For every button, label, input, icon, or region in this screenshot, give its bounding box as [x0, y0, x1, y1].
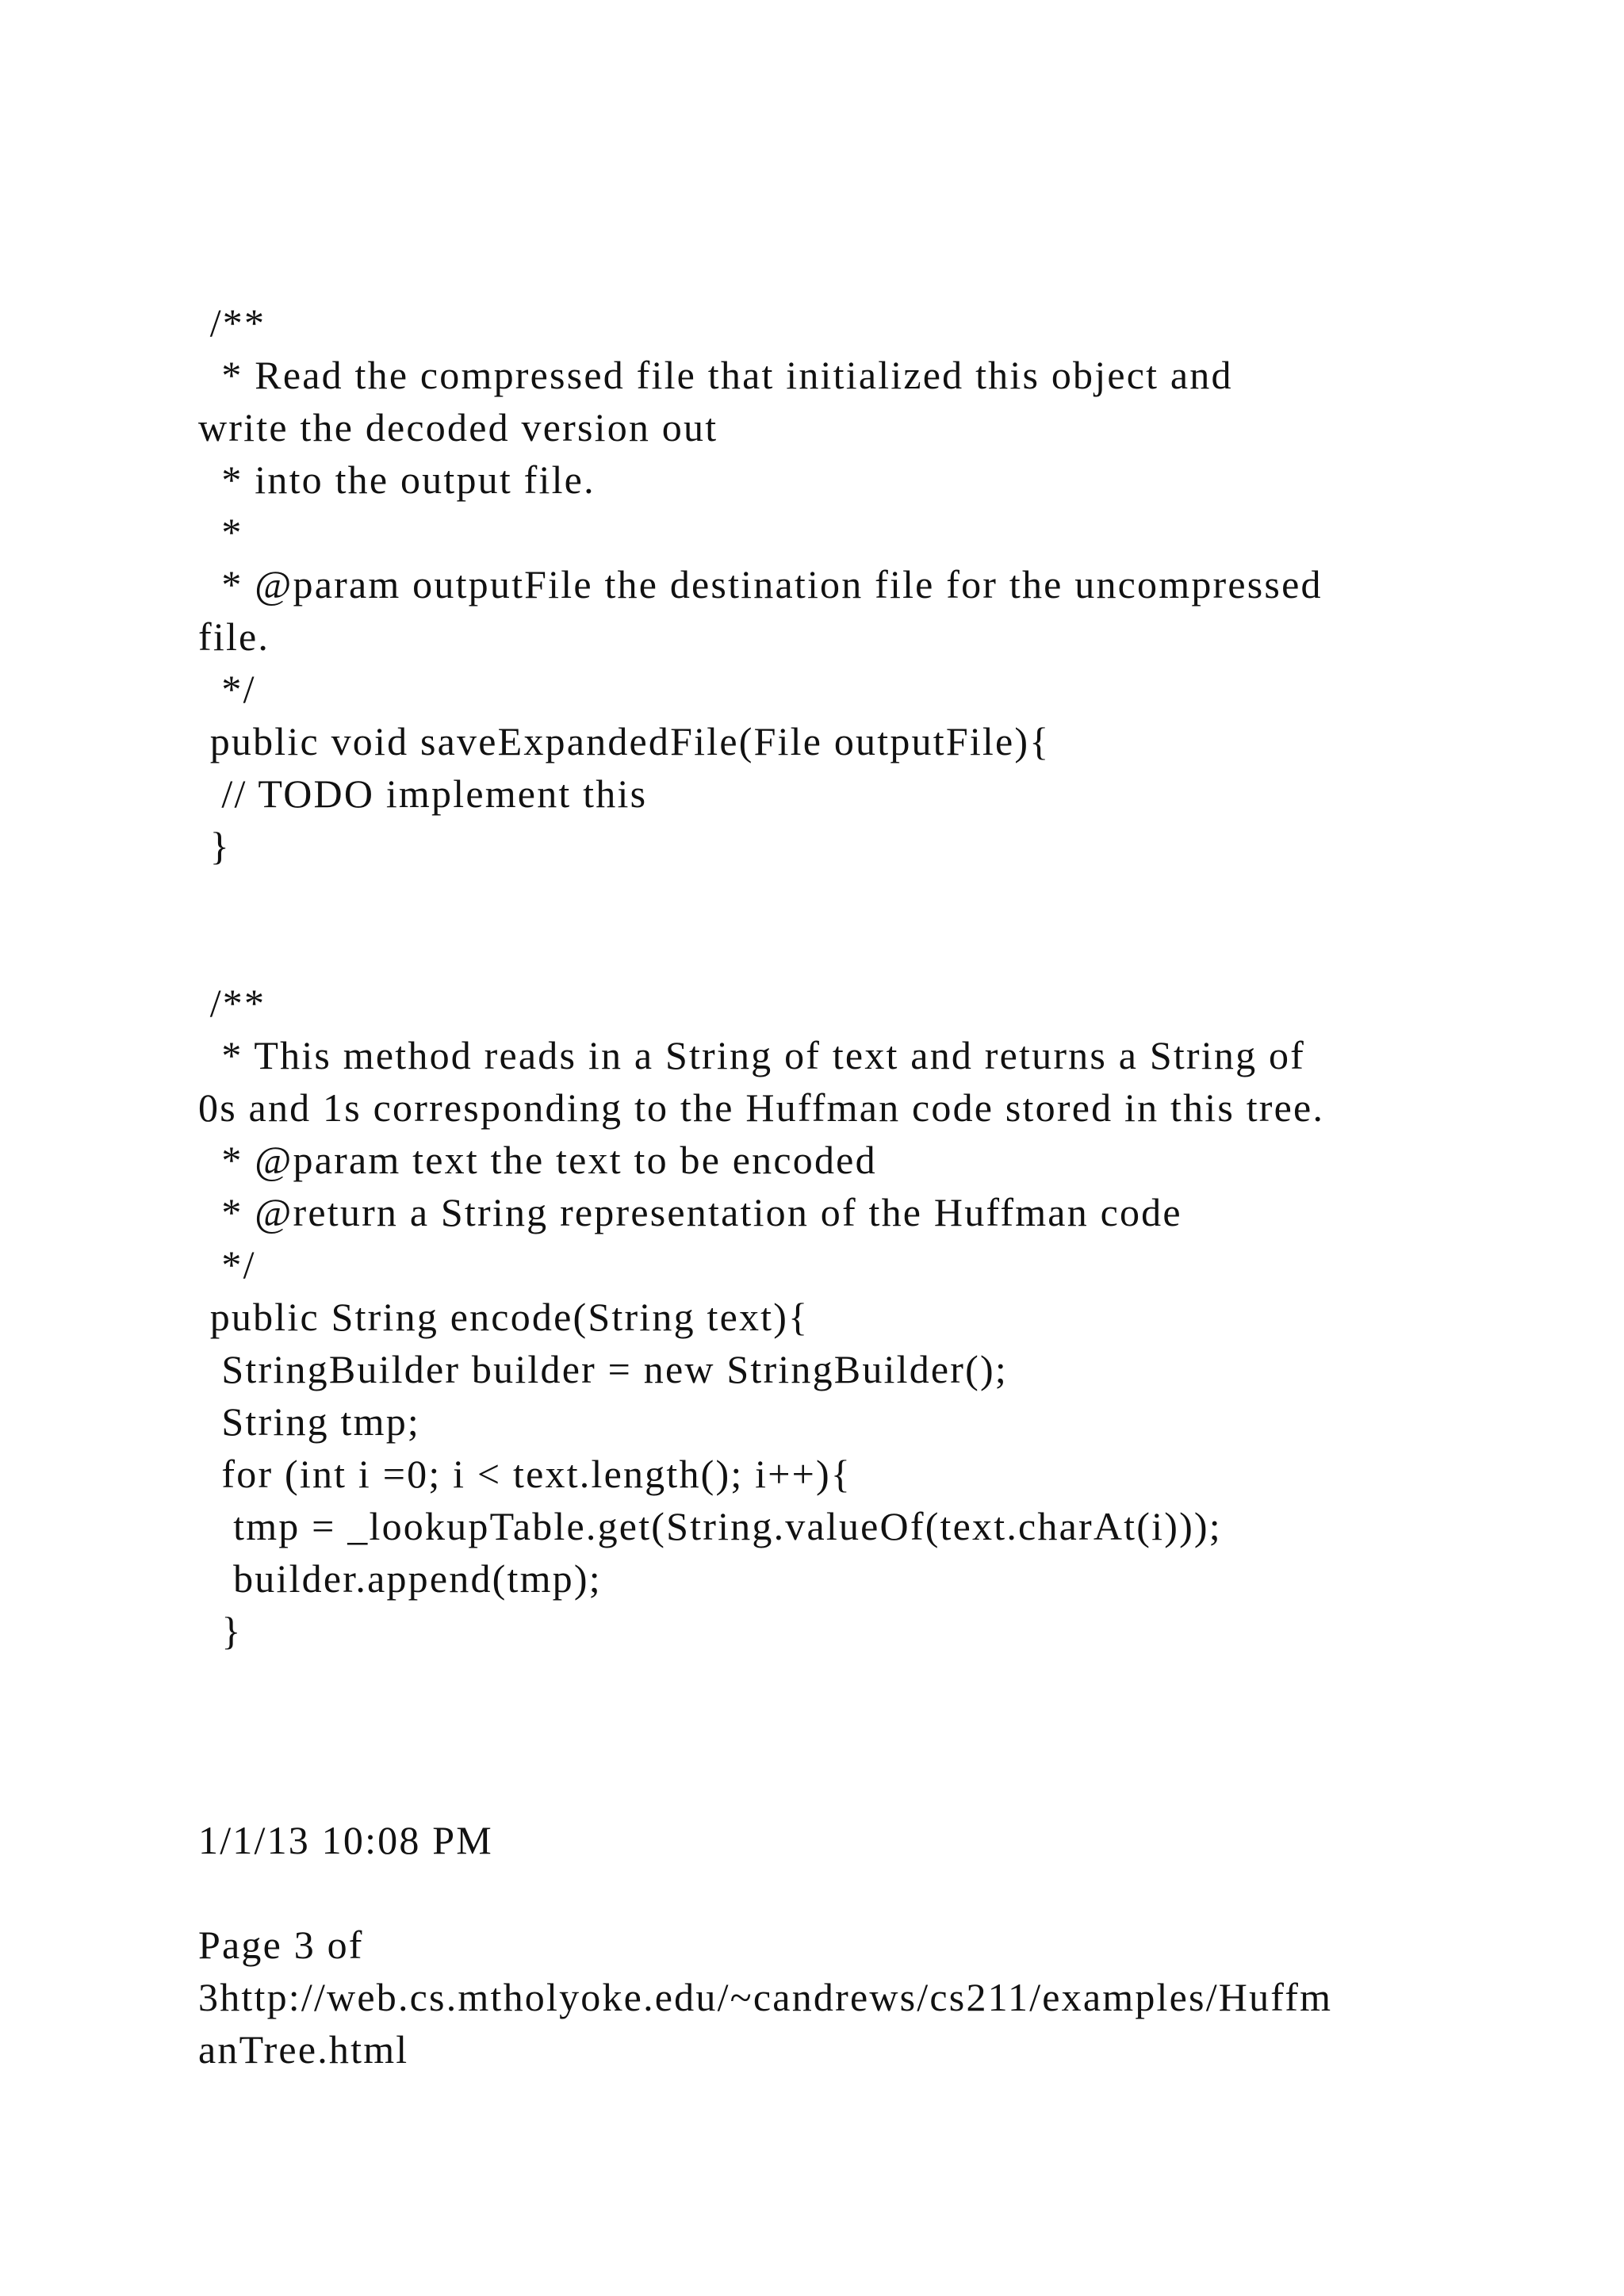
code-line: }	[198, 824, 231, 868]
code-line: public String encode(String text){	[198, 1295, 810, 1339]
code-line: 0s and 1s corresponding to the Huffman code stored in this tree.	[198, 1085, 1325, 1130]
code-line: * @param text the text to be encoded	[198, 1138, 877, 1182]
code-line: *	[198, 510, 243, 554]
footer-page-number: Page 3 of	[198, 1923, 364, 1967]
code-line: * This method reads in a String of text and returns a String of	[198, 1033, 1306, 1077]
code-line: * into the output file.	[198, 457, 596, 502]
code-line: String tmp;	[198, 1399, 421, 1444]
code-line: * @return a String representation of the Huffman code	[198, 1190, 1182, 1234]
code-line: file.	[198, 614, 270, 659]
footer-spacer	[198, 1866, 1483, 1919]
code-line: * Read the compressed file that initialized this object and	[198, 353, 1233, 397]
code-line: }	[198, 1609, 243, 1653]
footer-source-url-continued: anTree.html	[198, 2027, 409, 2072]
code-line: */	[198, 667, 256, 711]
code-line: tmp = _lookupTable.get(String.valueOf(text.charAt(i)));	[198, 1504, 1222, 1548]
code-block-encode	[198, 977, 1483, 1657]
code-line: for (int i =0; i < text.length(); i++){	[198, 1452, 852, 1496]
code-line: write the decoded version out	[198, 405, 718, 450]
footer-timestamp: 1/1/13 10:08 PM	[198, 1818, 493, 1862]
code-line: /**	[198, 981, 266, 1025]
code-line: public void saveExpandedFile(File outputFile){	[198, 719, 1051, 763]
code-line: * @param outputFile the destination file for the uncompressed	[198, 562, 1323, 607]
page-footer	[198, 1814, 1483, 2076]
code-line: StringBuilder builder = new StringBuilder();	[198, 1347, 1008, 1391]
code-line: /**	[198, 300, 266, 345]
code-line: // TODO implement this	[198, 771, 648, 816]
footer-source-url: 3http://web.cs.mtholyoke.edu/~candrews/cs211/examples/Huffm	[198, 1975, 1333, 2019]
code-line: builder.append(tmp);	[198, 1556, 602, 1601]
code-line: */	[198, 1242, 256, 1287]
code-block-save-expanded-file	[198, 297, 1483, 872]
